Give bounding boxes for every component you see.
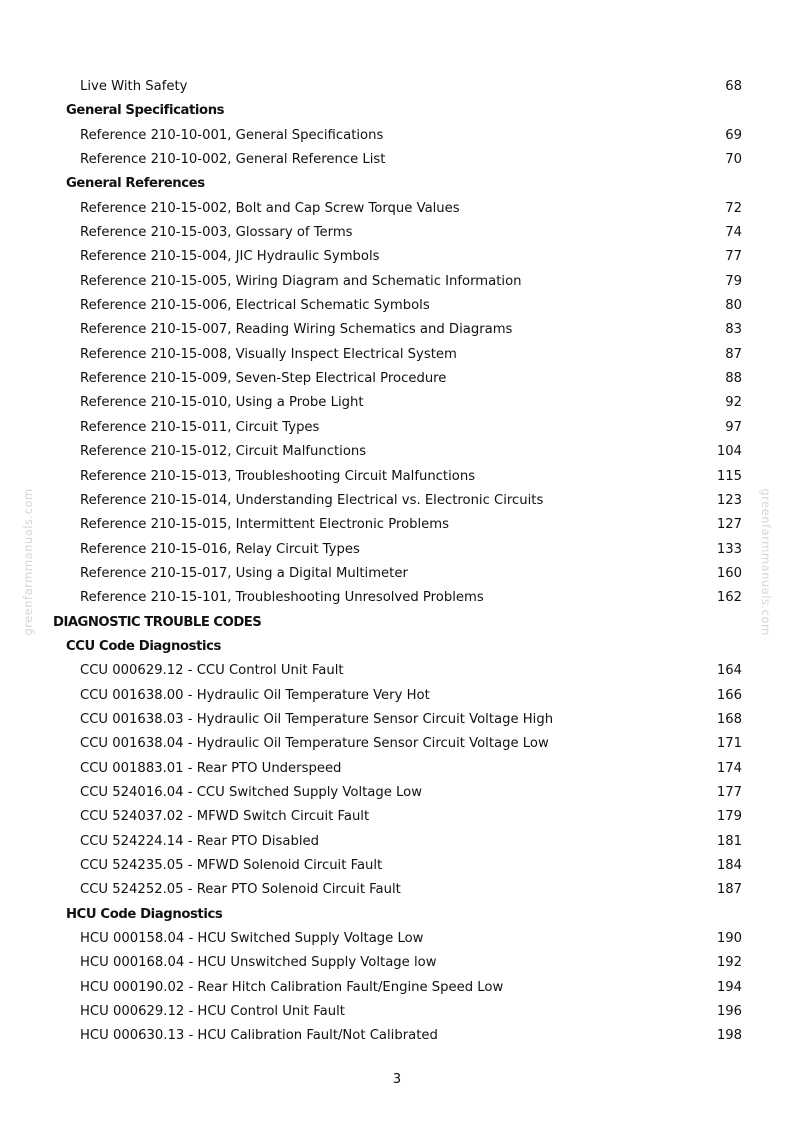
toc-entry[interactable] [0, 659, 794, 683]
toc-entry-title: Reference 210-15-011, Circuit Types [80, 419, 320, 435]
toc-entry-page-number: 68 [725, 79, 742, 94]
toc-entry[interactable] [0, 805, 794, 829]
toc-subsection-heading[interactable] [0, 903, 794, 927]
toc-entry-title: Reference 210-15-013, Troubleshooting Circuit Malfunctions [80, 468, 476, 484]
toc-entry[interactable] [0, 318, 794, 342]
toc-entry-page-number: 194 [716, 979, 742, 995]
toc-entry-title: Reference 210-15-003, Glossary of Terms [80, 225, 353, 241]
toc-entry-page-number: 168 [716, 711, 742, 727]
toc-entry-page-number: 198 [716, 1028, 742, 1044]
toc-entry-title: Live With Safety [80, 79, 188, 94]
toc-entry-page-number: 70 [725, 152, 742, 168]
toc-entry[interactable] [0, 367, 794, 391]
toc-heading-title: General Specifications [66, 103, 225, 119]
toc-entry-page-number: 74 [725, 225, 742, 241]
toc-entry[interactable] [0, 1024, 794, 1048]
table-of-contents [0, 75, 794, 1049]
toc-entry-page-number: 92 [725, 395, 742, 411]
toc-entry-page-number: 181 [716, 833, 742, 849]
toc-entry-title: Reference 210-15-014, Understanding Electrical vs. Electronic Circuits [80, 492, 544, 508]
toc-entry-title: Reference 210-15-017, Using a Digital Multimeter [80, 565, 408, 581]
toc-entry-title: Reference 210-15-015, Intermittent Electronic Problems [80, 517, 450, 533]
toc-entry-page-number: 177 [716, 784, 742, 800]
toc-heading-title: CCU Code Diagnostics [66, 638, 221, 654]
toc-entry[interactable] [0, 684, 794, 708]
toc-entry-page-number: 97 [725, 419, 742, 435]
page-number: 3 [392, 1072, 402, 1087]
toc-entry[interactable] [0, 757, 794, 781]
toc-entry-page-number: 196 [716, 1004, 742, 1020]
toc-entry-page-number: 162 [716, 590, 742, 606]
toc-entry-page-number: 127 [716, 517, 742, 533]
toc-entry-page-number: 166 [716, 687, 742, 703]
toc-entry-page-number: 192 [716, 955, 742, 971]
toc-heading-title: DIAGNOSTIC TROUBLE CODES [53, 614, 262, 630]
toc-entry-title: Reference 210-15-016, Relay Circuit Types [80, 541, 360, 557]
toc-entry-page-number: 87 [725, 346, 742, 362]
toc-subsection-heading[interactable] [0, 635, 794, 659]
toc-entry-title: HCU 000158.04 - HCU Switched Supply Voltage Low [80, 931, 424, 947]
toc-entry[interactable] [0, 221, 794, 245]
toc-entry-title: Reference 210-10-001, General Specifications [80, 127, 384, 143]
toc-entry-title: CCU 524252.05 - Rear PTO Solenoid Circuit Fault [80, 882, 401, 898]
toc-entry[interactable] [0, 391, 794, 415]
toc-entry-title: Reference 210-15-009, Seven-Step Electrical Procedure [80, 371, 447, 387]
toc-entry[interactable] [0, 708, 794, 732]
toc-entry[interactable] [0, 245, 794, 269]
toc-entry[interactable] [0, 1000, 794, 1024]
toc-entry-page-number: 179 [716, 809, 742, 825]
toc-entry[interactable] [0, 416, 794, 440]
toc-entry[interactable] [0, 343, 794, 367]
toc-entry-title: HCU 000190.02 - Rear Hitch Calibration Fault/Engine Speed Low [80, 979, 504, 995]
toc-entry-page-number: 123 [716, 492, 742, 508]
toc-entry-title: HCU 000630.13 - HCU Calibration Fault/Not Calibrated [80, 1028, 438, 1044]
toc-entry-title: CCU 001883.01 - Rear PTO Underspeed [80, 760, 342, 776]
toc-entry-page-number: 88 [725, 371, 742, 387]
toc-entry-page-number: 190 [716, 931, 742, 947]
toc-entry[interactable] [0, 197, 794, 221]
toc-entry[interactable] [0, 270, 794, 294]
watermark-right: greenfarmmanuals.com [759, 488, 773, 636]
toc-entry[interactable] [0, 538, 794, 562]
toc-entry[interactable] [0, 562, 794, 586]
toc-heading-title: General References [66, 176, 205, 192]
toc-entry-page-number: 171 [716, 736, 742, 752]
toc-entry[interactable] [0, 976, 794, 1000]
toc-entry-title: HCU 000629.12 - HCU Control Unit Fault [80, 1004, 345, 1020]
toc-entry[interactable] [0, 781, 794, 805]
toc-entry-page-number: 184 [716, 858, 742, 873]
toc-subsection-heading[interactable] [0, 172, 794, 196]
toc-entry-title: CCU 524037.02 - MFWD Switch Circuit Fault [80, 809, 370, 825]
toc-section-heading[interactable] [0, 611, 794, 635]
toc-entry-page-number: 174 [716, 760, 742, 776]
toc-entry-page-number: 115 [716, 468, 742, 484]
toc-entry-title: CCU 524224.14 - Rear PTO Disabled [80, 833, 319, 849]
toc-entry-page-number: 69 [725, 127, 742, 143]
toc-entry[interactable] [0, 927, 794, 951]
toc-entry[interactable] [0, 440, 794, 464]
toc-entry-page-number: 83 [725, 322, 742, 338]
toc-entry[interactable] [0, 465, 794, 489]
toc-entry-title: CCU 524235.05 - MFWD Solenoid Circuit Fault [80, 858, 383, 873]
toc-entry-title: HCU 000168.04 - HCU Unswitched Supply Voltage low [80, 955, 437, 971]
toc-entry[interactable] [0, 732, 794, 756]
toc-entry-page-number: 164 [716, 663, 742, 679]
toc-entry-page-number: 77 [725, 249, 742, 265]
toc-entry[interactable] [0, 854, 794, 878]
toc-entry-title: CCU 001638.04 - Hydraulic Oil Temperature Sensor Circuit Voltage Low [80, 736, 549, 752]
toc-entry-title: CCU 000629.12 - CCU Control Unit Fault [80, 663, 344, 679]
toc-entry[interactable] [0, 878, 794, 902]
toc-entry-page-number: 72 [725, 200, 742, 216]
toc-entry[interactable] [0, 75, 794, 99]
toc-entry[interactable] [0, 951, 794, 975]
toc-entry-page-number: 79 [725, 273, 742, 289]
toc-entry-title: Reference 210-15-007, Reading Wiring Schematics and Diagrams [80, 322, 513, 338]
toc-entry-title: Reference 210-15-008, Visually Inspect Electrical System [80, 346, 457, 362]
toc-entry[interactable] [0, 830, 794, 854]
toc-entry-title: Reference 210-10-002, General Reference List [80, 152, 386, 168]
toc-entry-title: Reference 210-15-010, Using a Probe Light [80, 395, 364, 411]
toc-entry-title: Reference 210-15-006, Electrical Schematic Symbols [80, 298, 430, 314]
toc-entry-title: Reference 210-15-004, JIC Hydraulic Symbols [80, 249, 380, 265]
toc-entry-page-number: 80 [725, 298, 742, 314]
toc-entry-title: Reference 210-15-101, Troubleshooting Unresolved Problems [80, 590, 484, 606]
toc-entry[interactable] [0, 294, 794, 318]
toc-subsection-heading[interactable] [0, 99, 794, 123]
watermark-left: greenfarmmanuals.com [21, 488, 35, 636]
toc-entry-title: Reference 210-15-005, Wiring Diagram and Schematic Information [80, 273, 522, 289]
toc-entry-title: Reference 210-15-012, Circuit Malfunctions [80, 444, 367, 460]
toc-entry[interactable] [0, 586, 794, 610]
toc-heading-title: HCU Code Diagnostics [66, 906, 223, 922]
toc-entry-page-number: 187 [716, 882, 742, 898]
toc-entry-title: CCU 524016.04 - CCU Switched Supply Voltage Low [80, 784, 423, 800]
toc-entry-title: Reference 210-15-002, Bolt and Cap Screw Torque Values [80, 200, 460, 216]
toc-entry-page-number: 104 [716, 444, 742, 460]
toc-entry-title: CCU 001638.00 - Hydraulic Oil Temperature Very Hot [80, 687, 430, 703]
toc-entry[interactable] [0, 124, 794, 148]
toc-entry-title: CCU 001638.03 - Hydraulic Oil Temperature Sensor Circuit Voltage High [80, 711, 554, 727]
toc-entry[interactable] [0, 513, 794, 537]
toc-entry[interactable] [0, 489, 794, 513]
toc-entry-page-number: 160 [716, 565, 742, 581]
toc-entry-page-number: 133 [716, 541, 742, 557]
toc-entry[interactable] [0, 148, 794, 172]
